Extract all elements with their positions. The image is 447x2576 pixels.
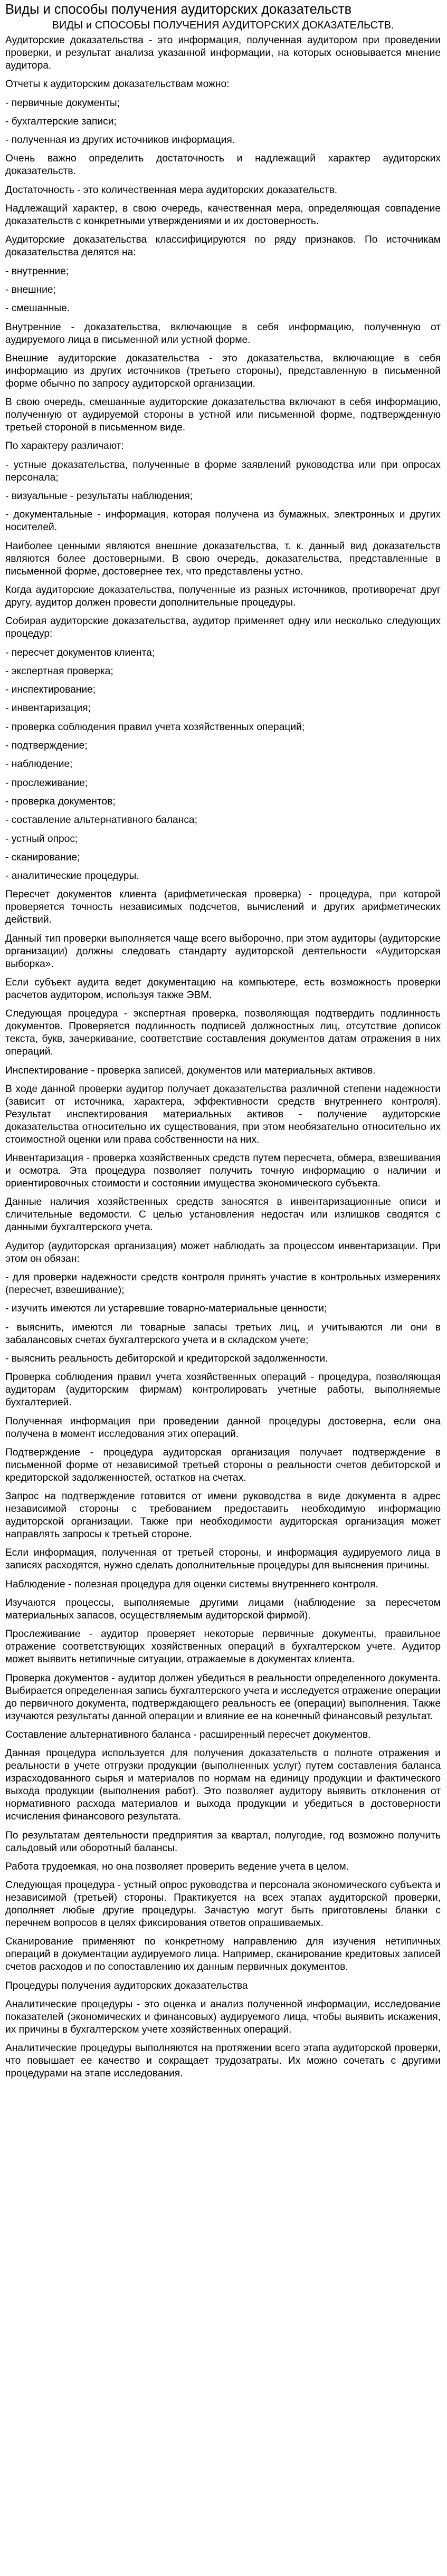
paragraph: Следующая процедура - экспертная проверка, позволяющая подтвердить подлинность документов. Проверяется подлинность подписей должностных лиц, отсутствие дописок текста, букв, зачеркивание, соответствие составления документов датам отражения в них операций. <box>5 1008 441 1058</box>
page-title: Виды и способы получения аудиторских доказательств <box>5 2 352 17</box>
paragraph: Внутренние - доказательства, включающие в себя информацию, полученную от аудируемого лица в письменной или устной форме. <box>5 321 441 346</box>
paragraph: - составление альтернативного баланса; <box>5 815 197 826</box>
page-subtitle: ВИДЫ и СПОСОБЫ ПОЛУЧЕНИЯ АУДИТОРСКИХ ДОКАЗАТЕЛЬСТВ. <box>52 20 394 31</box>
paragraph: Процедуры получения аудиторских доказательства <box>5 1980 248 1991</box>
paragraph: В ходе данной проверки аудитор получает доказательства различной степени надежности (зависит от источника, характера, эффективности средств внутреннего контроля). Результат инспектирования материальных активов - получение аудиторские доказательства относительно их существования, при этом необязательно относительно их стоимостной оценки или права собственности на них. <box>5 1083 441 1145</box>
paragraph: - выяснить, имеются ли товарные запасы третьих лиц, и учитываются ли они в забалансовых счетах бухгалтерского учета и в складском учете; <box>5 1321 441 1346</box>
paragraph: По результатам деятельности предприятия за квартал, полугодие, год возможно получить сальдовый или оборотный балансы. <box>5 1830 441 1854</box>
paragraph: Собирая аудиторские доказательства, аудитор применяет одну или несколько следующих процедур: <box>5 616 441 640</box>
paragraph: - инвентаризация; <box>5 703 91 714</box>
paragraph: Следующая процедура - устный опрос руководства и персонала экономического субъекта и независимой (третьей) стороны. Практикуется на всех этапах аудиторской проверки, дополняет любые другие процедуры. Зачастую могут быть приготовлены бланки с перечнем вопросов в целях фиксирования ответов опрашиваемых. <box>5 1880 441 1929</box>
paragraph: - подтверждение; <box>5 740 88 752</box>
paragraph: Наблюдение - полезная процедура для оценки системы внутреннего контроля. <box>5 1578 378 1590</box>
paragraph: По характеру различают: <box>5 440 124 452</box>
paragraph: - инспектирование; <box>5 684 96 696</box>
paragraph: Сканирование применяют по конкретному направлению для изучения нетипичных операций в документации аудируемого лица. Например, сканирование кредитовых записей счетов расходов и по сопоставлению их данным первичных документов. <box>5 1936 441 1973</box>
paragraph: Проверка соблюдения правил учета хозяйственных операций - процедура, позволяющая аудиторам (аудиторским фирмам) контролировать учетные работы, выполняемые бухгалтерией. <box>5 1372 441 1409</box>
paragraph: - визуальные - результаты наблюдения; <box>5 491 193 502</box>
paragraph: Надлежащий характер, в свою очередь, качественная мера, определяющая совпадение доказательств с конкретными утверждениями и их достоверность. <box>5 203 441 227</box>
paragraph: - документальные - информация, которая получена из бумажных, электронных и других носителей. <box>5 509 441 533</box>
paragraph: Очень важно определить достаточность и надлежащий характер аудиторских доказательств. <box>5 153 441 177</box>
paragraph: Аналитические процедуры выполняются на протяжении всего этапа аудиторской проверки, что повышает ее качество и сокращает трудозатраты. Их можно сочетать с другими процедурами на этапе исследования. <box>5 2043 441 2080</box>
paragraph: Аудиторские доказательства классифицируются по ряду признаков. По источникам доказательства делятся на: <box>5 234 441 258</box>
paragraph: Работа трудоемкая, но она позволяет проверить ведение учета в целом. <box>5 1861 349 1872</box>
paragraph: Данная процедура используется для получения доказательств о полноте отражения и реальности в учете отгрузки продукции (выполненных услуг) путем составления баланса израсходованного сырья и материалов по нормам на единицу продукции и фактического выхода продукции (выполнения работ). Это позволяет аудитору выявить отклонения от нормативного расхода материалов и выхода продукции и убедиться в достоверности исчисления финансового результата. <box>5 1748 441 1823</box>
paragraph: Данный тип проверки выполняется чаще всего выборочно, при этом аудиторы (аудиторские организации) должны следовать стандарту аудиторской деятельности «Аудиторская выборка». <box>5 933 441 970</box>
paragraph: - для проверки надежности средств контроля принять участие в контрольных измерениях (пересчет, взвешивание); <box>5 1272 441 1296</box>
paragraph: Аудиторские доказательства - это информация, полученная аудитором при проведении проверки, и результат анализа указанной информации, на которых основывается мнение аудитора. <box>5 35 441 71</box>
paragraph: - изучить имеются ли устаревшие товарно-материальные ценности; <box>5 1303 327 1315</box>
paragraph: - наблюдение; <box>5 759 73 770</box>
paragraph: - сканирование; <box>5 851 80 863</box>
paragraph: - пересчет документов клиента; <box>5 647 155 658</box>
paragraph: Аналитические процедуры - это оценка и анализ полученной информации, исследование показателей (экономических и финансовых) аудируемого лица, чтобы выявить искажения, их причины в бухгалтерском учете хозяйственных операций. <box>5 1999 441 2035</box>
paragraph: Данные наличия хозяйственных средств заносятся в инвентаризационные описи и сличительные ведомости. С целью установления недостач или излишков сводятся с данными бухгалтерского учета. <box>5 1196 441 1233</box>
paragraph: - бухгалтерские записи; <box>5 116 117 127</box>
paragraph: Если субъект аудита ведет документацию на компьютере, есть возможность проверки расчетов аудитором, используя также ЭВМ. <box>5 976 441 1001</box>
paragraph: Наиболее ценными являются внешние доказательства, т. к. данный вид доказательств являются более достоверными. В свою очередь, доказательства, представленные в письменной форме, достовернее тех, что представлены устно. <box>5 540 441 577</box>
paragraph: - экспертная проверка; <box>5 665 113 677</box>
paragraph: Подтверждение - процедура аудиторская организация получает подтверждение в письменной форме от независимой третьей стороны о реальности счетов дебиторской и кредиторской задолженностей, остатков на счетах. <box>5 1447 441 1483</box>
paragraph: - проверка соблюдения правил учета хозяйственных операций; <box>5 721 305 733</box>
paragraph: - внешние; <box>5 284 56 295</box>
paragraph: - полученная из других источников информация. <box>5 135 235 146</box>
paragraph: Внешние аудиторские доказательства - это доказательства, включающие в себя информацию из других источников (третьего стороны), представленную в письменной форме обычно по запросу аудиторской организации. <box>5 352 441 389</box>
paragraph: Прослеживание - аудитор проверяет некоторые первичные документы, правильное отражение соответствующих хозяйственных операций в бухгалтерском учете. Аудитор может выявить нетипичные ситуации, отражаемые в документах клиента. <box>5 1629 441 1665</box>
paragraph: - выяснить реальность дебиторской и кредиторской задолженности. <box>5 1353 328 1364</box>
paragraph: - прослеживание; <box>5 777 88 789</box>
paragraph: Аудитор (аудиторская организация) может наблюдать за процессом инвентаризации. При этом он обязан: <box>5 1240 441 1265</box>
paragraph: - первичные документы; <box>5 97 120 109</box>
paragraph: Пересчет документов клиента (арифметическая проверка) - процедура, при которой проверяется точность независимых подсчетов, вычислений и других арифметических действий. <box>5 889 441 926</box>
paragraph: Изучаются процессы, выполняемые другими лицами (наблюдение за пересчетом материальных запасов, осуществляемым аудиторской фирмой). <box>5 1597 441 1622</box>
paragraph: - устные доказательства, полученные в форме заявлений руководства или при опросах персонала; <box>5 459 441 483</box>
paragraph: Достаточность - это количественная мера аудиторских доказательств. <box>5 184 338 196</box>
paragraph: - внутренние; <box>5 265 69 277</box>
paragraph: Запрос на подтверждение готовится от имени руководства в виде документа в адрес независимой стороны с требованием предоставить необходимую информацию аудиторской организации. Также при необходимости аудиторская организация может направлять запросы к третьей стороне. <box>5 1491 441 1540</box>
paragraph: Инвентаризация - проверка хозяйственных средств путем пересчета, обмера, взвешивания и осмотра. Эта процедура позволяет получить точную информацию о наличии и ориентировочных стоимости и состоянии имущества экономического субъекта. <box>5 1153 441 1190</box>
paragraph: В свою очередь, смешанные аудиторские доказательства включают в себя информацию, полученную от аудируемой стороны в устной или письменной форме, подтвержденную третьей стороной в письменном виде. <box>5 397 441 434</box>
paragraph: Проверка документов - аудитор должен убедиться в реальности определенного документа. Выбирается определенная запись бухгалтерского учета и исследуется отражение операции до первичного документа, подтверждающего реальность ее (операции) выполнения. Также изучаются результаты данной операции и влияние ее на конечный финансовый результат. <box>5 1672 441 1722</box>
paragraph: Если информация, полученная от третьей стороны, и информация аудируемого лица в записях расходятся, нужно сделать дополнительные процедуры для выяснения причины. <box>5 1547 441 1572</box>
paragraph: - аналитические процедуры. <box>5 870 139 882</box>
article-body <box>5 34 441 2080</box>
paragraph: Когда аудиторские доказательства, полученные из разных источников, противоречат друг другу, аудитор должен провести дополнительные процедуры. <box>5 584 441 608</box>
paragraph: Инспектирование - проверка записей, документов или материальных активов. <box>5 1065 376 1076</box>
paragraph: Составление альтернативного баланса - расширенный пересчет документов. <box>5 1729 371 1740</box>
paragraph: - смешанные. <box>5 303 70 314</box>
paragraph: Отчеты к аудиторским доказательствам можно: <box>5 79 230 90</box>
paragraph: - проверка документов; <box>5 796 116 807</box>
paragraph: - устный опрос; <box>5 833 78 845</box>
paragraph: Полученная информация при проведении данной процедуры достоверна, если она получена в момент исследования этих операций. <box>5 1415 441 1440</box>
